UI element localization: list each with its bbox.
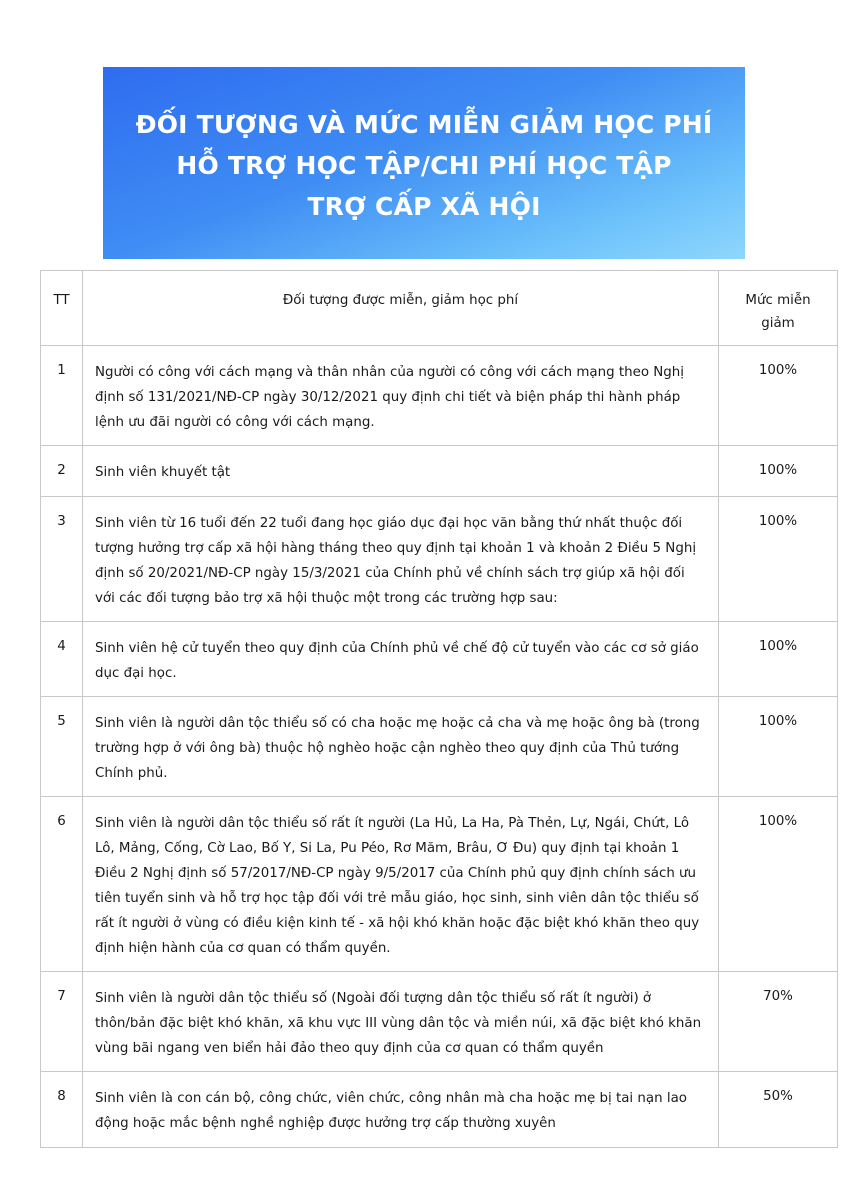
row-subject: Sinh viên là con cán bộ, công chức, viên chức, công nhân mà cha hoặc mẹ bị tai nạn lao động hoặc mắc bệnh nghề nghiệp được hưởng trợ cấp thường xuyên [83,1072,719,1148]
row-rate: 100% [719,446,838,497]
fee-exemption-table [40,270,838,1148]
title-line-3: TRỢ CẤP XÃ HỘI [307,191,541,221]
row-rate: 100% [719,797,838,972]
header-rate: Mức miễn giảm [719,271,838,346]
header-tt: TT [41,271,83,346]
table-row [41,697,838,797]
header-subject: Đối tượng được miễn, giảm học phí [83,271,719,346]
row-number: 2 [41,446,83,497]
row-rate: 100% [719,497,838,622]
table-row [41,497,838,622]
row-rate: 70% [719,972,838,1072]
title-line-2: HỖ TRỢ HỌC TẬP/CHI PHÍ HỌC TẬP [176,150,672,180]
table-row [41,622,838,697]
row-rate: 100% [719,346,838,446]
row-subject: Sinh viên khuyết tật [83,446,719,497]
row-number: 7 [41,972,83,1072]
title-banner [103,67,745,259]
row-number: 8 [41,1072,83,1148]
row-number: 6 [41,797,83,972]
row-subject: Sinh viên là người dân tộc thiểu số rất ít người (La Hủ, La Ha, Pà Thẻn, Lự, Ngái, Chứt, Lô Lô, Mảng, Cống, Cờ Lao, Bố Y, Si La, Pu Péo, Rơ Măm, Brâu, Ơ Đu) quy định tại khoản 1 Điều 2 Nghị định số 57/2017/NĐ-CP ngày 9/5/2017 của Chính phủ quy định chính sách ưu tiên tuyển sinh và hỗ trợ học tập đối với trẻ mẫu giáo, học sinh, sinh viên dân tộc thiểu số rất ít người ở vùng có điều kiện kinh tế - xã hội khó khăn hoặc đặc biệt khó khăn theo quy định hiện hành của cơ quan có thẩm quyền. [83,797,719,972]
table-row [41,972,838,1072]
row-number: 1 [41,346,83,446]
row-rate: 100% [719,697,838,797]
row-rate: 50% [719,1072,838,1148]
table-row [41,1072,838,1148]
row-subject: Sinh viên là người dân tộc thiểu số (Ngoài đối tượng dân tộc thiểu số rất ít người) ở thôn/bản đặc biệt khó khăn, xã khu vực III vùng dân tộc và miền núi, xã đặc biệt khó khăn vùng bãi ngang ven biển hải đảo theo quy định của cơ quan có thẩm quyền [83,972,719,1072]
row-rate: 100% [719,622,838,697]
row-subject: Sinh viên hệ cử tuyển theo quy định của Chính phủ về chế độ cử tuyển vào các cơ sở giáo dục đại học. [83,622,719,697]
row-subject: Người có công với cách mạng và thân nhân của người có công với cách mạng theo Nghị định số 131/2021/NĐ-CP ngày 30/12/2021 quy định chi tiết và biện pháp thi hành pháp lệnh ưu đãi người có công với cách mạng. [83,346,719,446]
row-number: 4 [41,622,83,697]
table-row [41,346,838,446]
table-header-row [41,271,838,346]
row-number: 3 [41,497,83,622]
table-row [41,446,838,497]
row-subject: Sinh viên từ 16 tuổi đến 22 tuổi đang học giáo dục đại học văn bằng thứ nhất thuộc đối tượng hưởng trợ cấp xã hội hàng tháng theo quy định tại khoản 1 và khoản 2 Điều 5 Nghị định số 20/2021/NĐ-CP ngày 15/3/2021 của Chính phủ về chính sách trợ giúp xã hội đối với các đối tượng bảo trợ xã hội thuộc một trong các trường hợp sau: [83,497,719,622]
row-number: 5 [41,697,83,797]
title-line-1: ĐỐI TƯỢNG VÀ MỨC MIỄN GIẢM HỌC PHÍ [135,109,713,139]
table-row [41,797,838,972]
row-subject: Sinh viên là người dân tộc thiểu số có cha hoặc mẹ hoặc cả cha và mẹ hoặc ông bà (trong trường hợp ở với ông bà) thuộc hộ nghèo hoặc cận nghèo theo quy định của Thủ tướng Chính phủ. [83,697,719,797]
